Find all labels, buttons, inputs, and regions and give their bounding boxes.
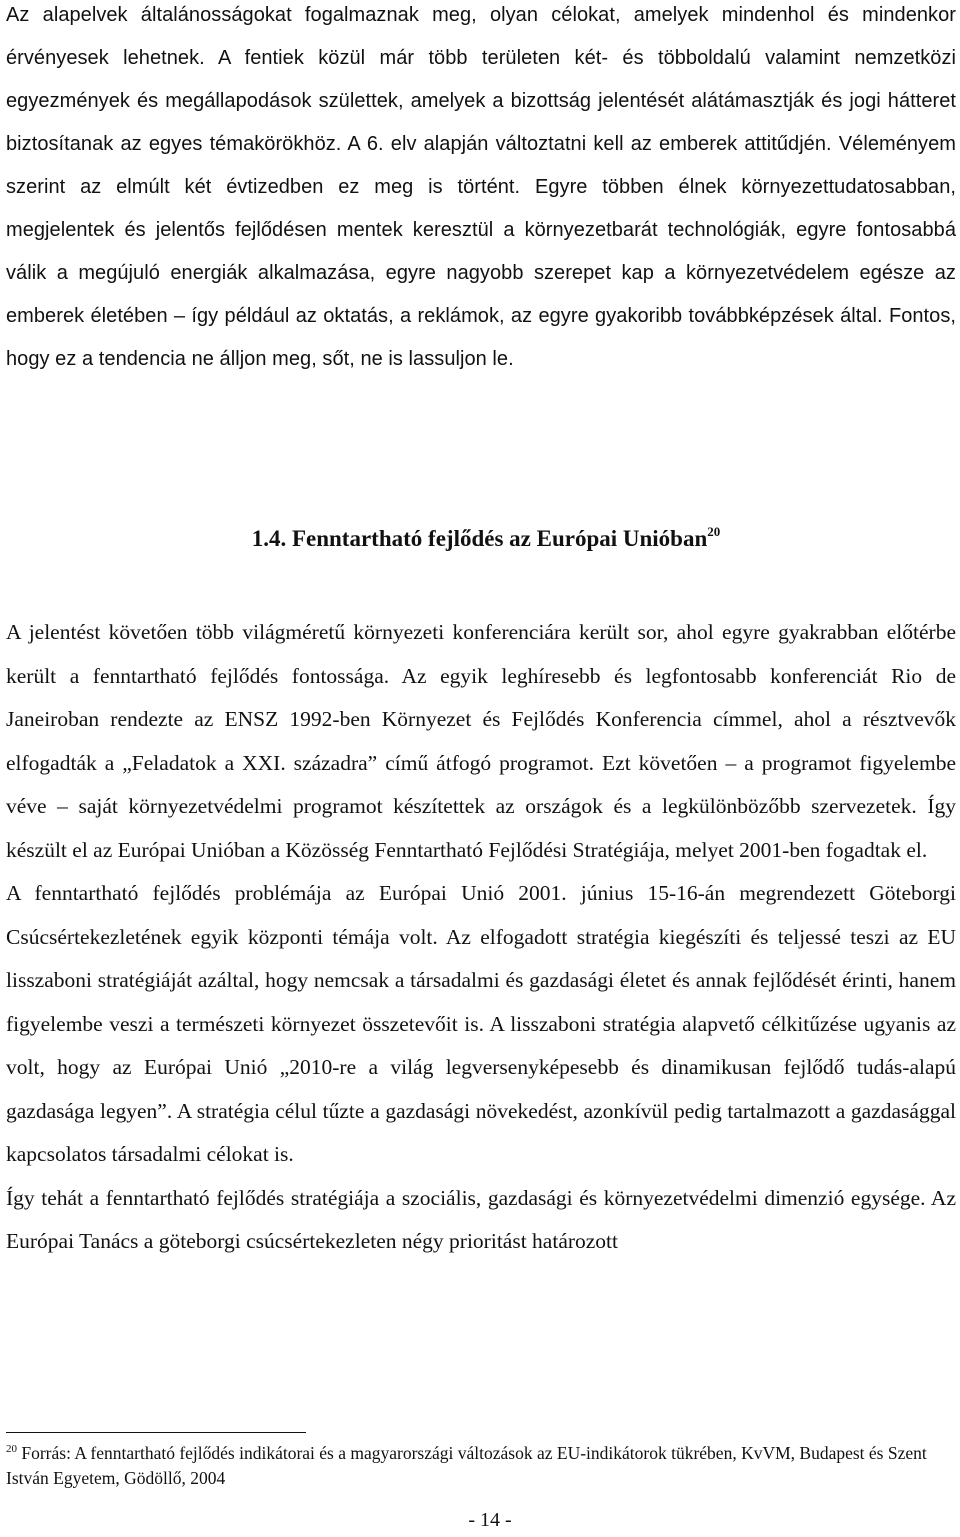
footnote-text: Forrás: A fenntartható fejlődés indikátorai és a magyarországi változások az EU-indikátorok tükrében, KvVM, Budapest és Szent István Egyetem, Gödöllő, 2004: [6, 1443, 927, 1488]
page-number: - 14 -: [468, 1509, 512, 1531]
footnote: [6, 1441, 958, 1491]
section-heading: [6, 519, 956, 559]
section-heading-text: 1.4. Fenntartható fejlődés az Európai Unióban: [251, 526, 708, 551]
heading-footnote-reference[interactable]: 20: [707, 524, 721, 539]
body-paragraph-rio: A jelentést követően több világméretű környezeti konferenciára került sor, ahol egyre gyakrabban előtérbe került a fenntartható fejlődés fontossága. Az egyik leghíresebb és legfontosabb konferenciát Rio de Janeiroban rendezte az ENSZ 1992-ben Környezet és Fejlődés Konferencia címmel, ahol a résztvevők elfogadták a „Feladatok a XXI. századra” című átfogó programot. Ezt követően – a programot figyelembe véve – saját környezetvédelmi programot készítettek az országok és a legkülönbözőbb szervezetek. Így készült el az Európai Unióban a Közösség Fenntartható Fejlődési Stratégiája, melyet 2001-ben fogadtak el.: [6, 620, 956, 862]
section-body: [6, 611, 956, 1264]
body-paragraph-strategy: Így tehát a fenntartható fejlődés stratégiája a szociális, gazdasági és környezetvédelmi dimenzió egysége. Az Európai Tanács a göteborgi csúcsértekezleten négy prioritást határozott: [6, 1185, 956, 1253]
body-paragraph-goteborg: A fenntartható fejlődés problémája az Európai Unió 2001. június 15-16-án megrendezett Göteborgi Csúcsértekezletének egyik központi témája volt. Az elfogadott stratégia kiegészíti és teljessé teszi az EU lisszaboni stratégiáját azáltal, hogy nemcsak a társadalmi és gazdasági életet és annak fejlődését érinti, hanem figyelembe veszi a természeti környezet összetevőit is. A lisszaboni stratégia alapvető célkitűzése ugyanis az volt, hogy az Európai Unió „2010-re a világ legversenyképesebb és dinamikusan fejlődő tudás-alapú gazdasága legyen”. A stratégia célul tűzte a gazdasági növekedést, azonkívül pedig tartalmazott a gazdasággal kapcsolatos társadalmi célokat is.: [6, 881, 956, 1166]
footnote-number: 20: [6, 1443, 17, 1455]
intro-paragraph: Az alapelvek általánosságokat fogalmaznak meg, olyan célokat, amelyek mindenhol és mindenkor érvényesek lehetnek. A fentiek közül már több területen két- és többoldalú valamint nemzetközi egyezmények és megállapodások születtek, amelyek a bizottság jelentését alátámasztják és jogi hátteret biztosítanak az egyes témakörökhöz. A 6. elv alapján változtatni kell az emberek attitűdjén. Véleményem szerint az elmúlt két évtizedben ez meg is történt. Egyre többen élnek környezettudatosabban, megjelentek és jelentős fejlődésen mentek keresztül a környezetbarát technológiák, egyre fontosabbá válik a megújuló energiák alkalmazása, egyre nagyobb szerepet kap a környezetvédelem egésze az emberek életében – így például az oktatás, a reklámok, az egyre gyakoribb továbbképzések által. Fontos, hogy ez a tendencia ne álljon meg, sőt, ne is lassuljon le.: [6, 4, 956, 370]
document-page: [6, 0, 956, 1537]
footnote-separator: [6, 1432, 306, 1433]
